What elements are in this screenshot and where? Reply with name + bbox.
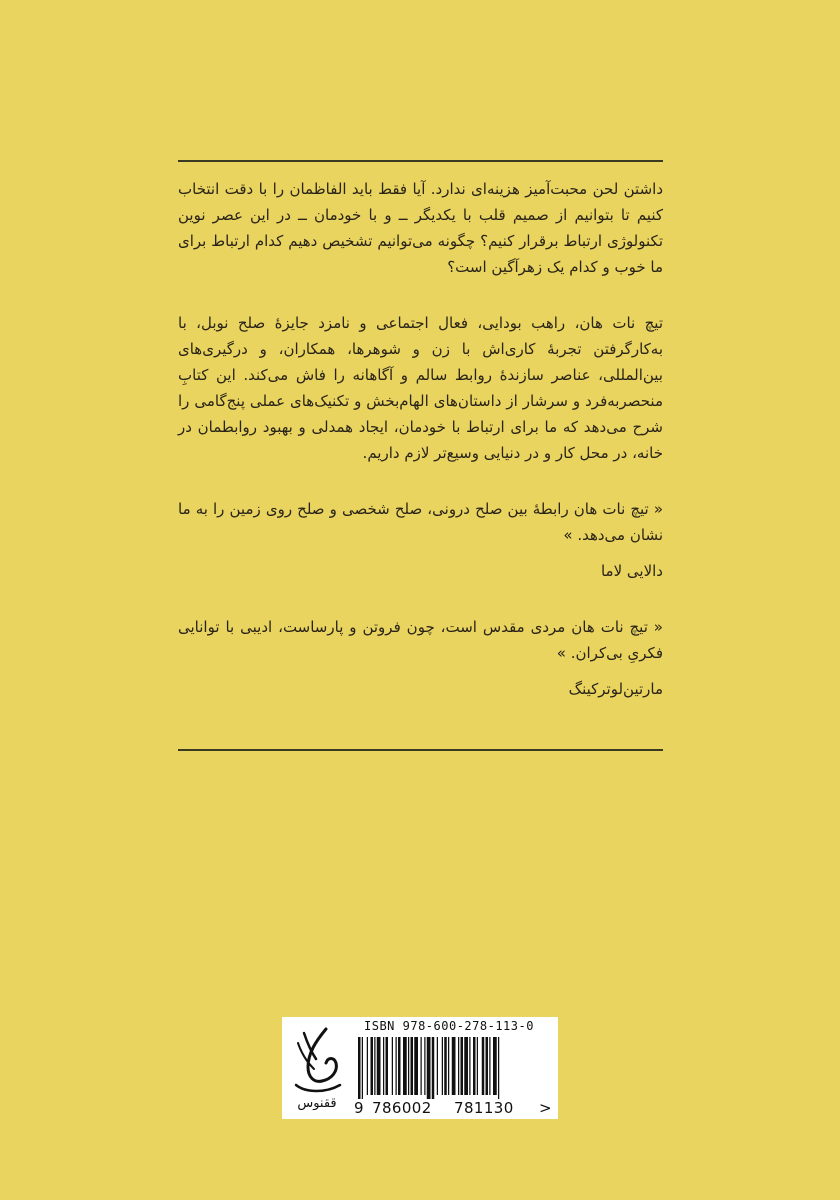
publisher-logo-icon [286,1023,348,1113]
top-divider [178,160,663,162]
isbn-barcode-panel [282,1017,558,1119]
quote-dalai-lama: « تیچ نات هان رابطهٔ بین صلح درونی، صلح شخصی و صلح روی زمین را به ما نشان می‌دهد. » [178,500,663,544]
description-paragraph: تیچ نات هان، راهب بودایی، فعال اجتماعی و نامزد جایزهٔ صلح نوبل، با به‌کارگرفتن تجربهٔ کاری‌اش با زن و شوهرها، همکاران، و درگیری‌های بین‌المللی، عناصر سازندهٔ روابط سالم و آگاهانه را فاش می‌کند. این کتابِ منحصربه‌فرد و سرشار از داستان‌های الهام‌بخش و تکنیک‌های عملی پنج‌گامی را شرح می‌دهد که ما برای ارتباط با خودمان، ایجاد همدلی و بهبود روابطمان در خانه، در محل کار و در دنیایی وسیع‌تر لازم داریم. [178,314,663,462]
back-cover-text [178,176,663,702]
quote-mlk: « تیچ نات هان مردی مقدس است، چون فروتن و پارساست، ادیبی با توانایی فکریِ بی‌کران. » [178,618,663,662]
ean-first-digit: 9 [354,1099,364,1117]
bottom-divider [178,749,663,751]
quote-author-mlk: مارتین‌لوترکینگ [568,680,663,698]
isbn-label: ISBN 978-600-278-113-0 [364,1019,534,1033]
ean-arrow: > [539,1099,552,1117]
ean-right-group: 781130 [454,1099,514,1117]
ean-left-group: 786002 [372,1099,432,1117]
quote-author-dalai-lama: دالایی لاما [600,562,663,580]
barcode-icon [356,1037,546,1099]
svg-text:ققنوس: ققنوس [297,1096,337,1111]
intro-paragraph: داشتن لحن محبت‌آمیز هزینه‌ای ندارد. آیا فقط باید الفاظمان را با دقت انتخاب کنیم تا بتوانیم از صمیم قلب با یکدیگر ــ و با خودمان ــ در این عصر نوین تکنولوژی ارتباط برقرار کنیم؟ چگونه می‌توانیم تشخیص دهیم کدام ارتباط برای ما خوب و کدام یک زهرآگین است؟ [178,180,663,276]
